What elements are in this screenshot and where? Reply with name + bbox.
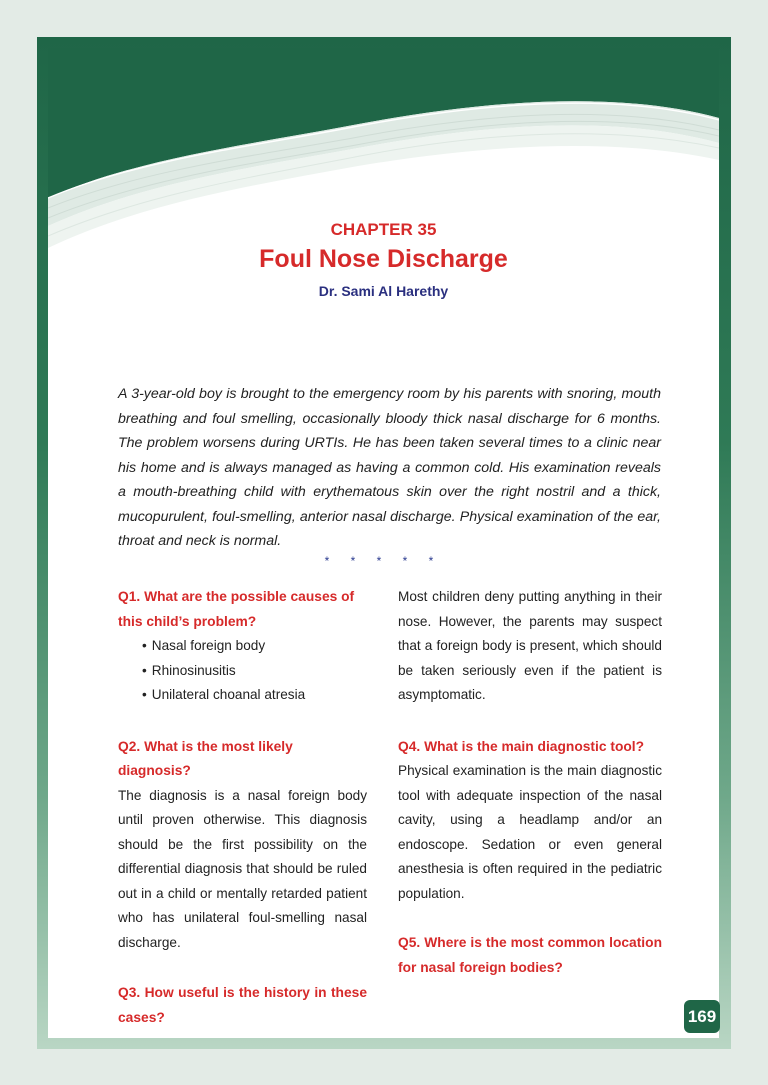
list-item: • Rhinosinusitis [142,659,367,684]
answer-4: Physical examination is the main diagnostic tool with adequate inspection of the nasal cavity, using a headlamp and/or an endoscope. Sedation or even general anesthesia is often required in the pediatric population. [398,763,662,901]
list-item: • Unilateral choanal atresia [142,683,367,708]
chapter-author: Dr. Sami Al Harethy [318,283,449,299]
header-wave-art [48,48,719,248]
question-5: Q5. Where is the most common location for nasal foreign bodies? [398,935,662,975]
answer-2: The diagnosis is a nasal foreign body until proven otherwise. This diagnosis should be the first possibility on the differential diagnosis that should be ruled out in a child or mentally retarded patient who has unilateral foul-smelling nasal discharge. [118,787,367,950]
question-2: Q2. What is the most likely diagnosis? [118,738,293,778]
section-divider: * * * * * [324,554,443,568]
causes-list [118,634,367,708]
page-frame [37,37,731,1049]
left-column [118,585,367,1030]
list-item: • Nasal foreign body [142,634,367,659]
page-content [48,48,719,1038]
page-number: 169 [684,1000,720,1033]
case-description: A 3-year-old boy is brought to the emergency room by his parents with snoring, mouth breathing and foul smelling, occasionally bloody thick nasal discharge for 6 months. The problem worsens during URTIs. He has been taken several times to a clinic near his home and is always managed as having a common cold. His examination reveals a mouth-breathing child with erythematous skin over the right nostril and a thick, mucopurulent, foul-smelling, anterior nasal discharge. Physical examination of the ear, throat and neck is normal. [118,386,661,549]
question-4: Q4. What is the main diagnostic tool? [398,738,645,754]
right-column [398,585,662,980]
chapter-title: Foul Nose Discharge [259,245,508,273]
answer-3: Most children deny putting anything in their nose. However, the parents may suspect that a foreign body is present, which should be taken seriously even if the patient is asymptomatic. [398,589,662,702]
question-1: Q1. What are the possible causes of this child’s problem? [118,589,355,629]
question-3: Q3. How useful is the history in these cases? [118,985,367,1025]
chapter-label: CHAPTER 35 [330,220,437,239]
